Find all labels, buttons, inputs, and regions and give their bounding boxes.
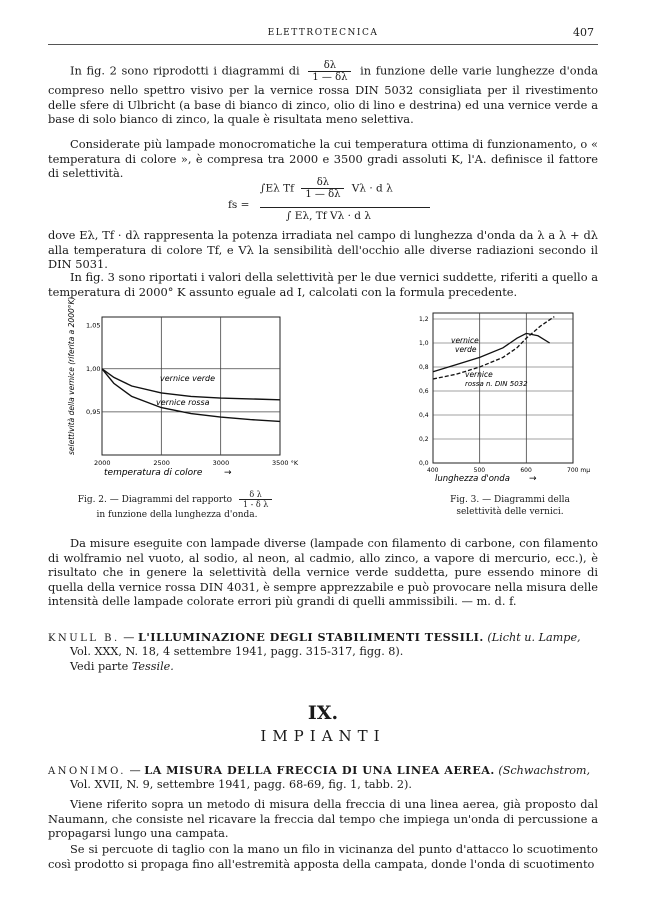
fig2-axes	[102, 317, 280, 455]
fig2-x-tick: 2000	[94, 459, 111, 467]
selectivity-formula	[228, 177, 468, 225]
section-number: IX.	[307, 702, 339, 724]
fig3-label-red-b: rossa n. DIN 5032	[465, 380, 528, 388]
fig3-xlabel: lunghezza d'onda	[435, 474, 510, 484]
ref1-title: L'ILLUMINAZIONE DEGLI STABILIMENTI TESSILI.	[137, 630, 484, 644]
fig2-caption-b: in funzione della lunghezza d'onda.	[96, 510, 258, 520]
ref1-see-target: Tessile.	[131, 660, 174, 673]
fig3-label-red-a: vernice	[465, 370, 493, 379]
paragraph-6: Viene riferito sopra un metodo di misura della freccia di una linea aerea, già proposto dal Naumann, che consiste nel ricavare la freccia dal tempo che impiega un'onda di percussione a propagarsi lungo una campata.	[48, 797, 598, 841]
fig2-xlabel: temperatura di colore	[104, 468, 203, 478]
formula-bar	[260, 207, 430, 208]
fig2-caption	[52, 490, 302, 521]
paragraph-1-start: In fig. 2 sono riprodotti i diagrammi di	[70, 63, 300, 78]
paragraph-1-rest: in funzione delle varie lunghezze d'onda compreso nello spettro visivo per la vernice rossa DIN 5032 consigliata per il rivestimento delle sfere di Ulbricht (a base di bianco di zinco, olio di lino e destrina) ed una vernice verde a base di solo bianco di zinco, la quale è risultata meno selettiva.	[48, 63, 599, 127]
formula-numerator	[260, 177, 460, 200]
running-header: ELETTROTECNICA	[267, 28, 379, 38]
fig3-series-red	[433, 317, 554, 379]
paragraph-3: dove Eλ, Tf · dλ rappresenta la potenza irradiata nel campo di lunghezza d'onda da λ a λ + dλ alla temperatura di colore Tf, e Vλ la sensibilità dell'occhio alle diverse radiazioni secondo il DIN 5031.	[48, 228, 598, 272]
formula-lhs: fs =	[228, 199, 250, 211]
ref2-title: LA MISURA DELLA FRECCIA DI UNA LINEA AEREA.	[144, 763, 495, 777]
fig3-label-green-b: verde	[455, 345, 477, 354]
fig3-x-tick: 600	[520, 467, 532, 474]
fig2-y-tick: 1,00	[86, 364, 101, 373]
ref1-see-text: Vedi parte	[70, 660, 129, 673]
ref1-source: (Licht u. Lampe,	[487, 631, 581, 644]
fig3-y-tick: 0,4	[419, 412, 429, 419]
formula-denominator: ∫ Eλ, Tf Vλ · d λ	[286, 210, 371, 222]
fig3-y-tick: 0,8	[419, 364, 429, 371]
formula-inner-num: δλ	[301, 177, 344, 189]
fig2-label-green: vernice verde	[160, 374, 216, 383]
fig2-chart	[52, 296, 299, 485]
section-title: IMPIANTI	[260, 727, 386, 745]
fig3-xlabel-arrow: →	[529, 474, 537, 484]
ref2-author: ANONIMO.	[48, 766, 126, 777]
fig3-x-tick: 700 mμ	[567, 467, 591, 474]
fig2-y-tick: 0,95	[86, 407, 101, 416]
formula-inner-den: 1 — δλ	[305, 189, 341, 200]
fig3-y-tick: 1,2	[419, 316, 429, 323]
fig3-caption: Fig. 3. — Diagrammi della selettività delle vernici.	[450, 495, 570, 517]
fig3-x-tick: 500	[473, 467, 486, 474]
ref1-details: Vol. XXX, N. 18, 4 settembre 1941, pagg. 315-317, figg. 8).	[70, 645, 404, 658]
inline-fraction-num: δλ	[308, 60, 351, 72]
fig3-y-tick: 0,6	[419, 388, 429, 395]
fig3-y-tick: 1,0	[419, 340, 429, 347]
fig2-caption-frac-den: 1 - δ λ	[242, 500, 269, 509]
paragraph-5: Da misure eseguite con lampade diverse (lampade con filamento di carbone, con filamento di wolframio nel vuoto, al sodio, al neon, al cadmio, allo zinco, a vapore di mercurio, ecc.), è risultato che in genere la selettività della vernice verde suddetta, pure essendo minore di quella della vernice rossa DIN 4031, è sempre apprezzabile e può provocare nella misura delle intensità delle lampade colorate errori più grandi di quelli ammissibili. — m. d. f.	[48, 536, 598, 609]
formula-top-left: ∫Eλ Tf	[260, 182, 295, 195]
ref1-see	[70, 660, 174, 675]
formula-top-right: Vλ · d λ	[351, 182, 393, 195]
fig2-ylabel: selettività della vernice (riferita a 2000°K)	[67, 296, 76, 455]
fig2-frame	[102, 317, 280, 455]
inline-fraction-den: 1 — δλ	[312, 72, 348, 83]
reference-anonimo: ANONIMO. — LA MISURA DELLA FRECCIA DI UNA LINEA AEREA. (Schwachstrom,	[48, 763, 591, 777]
fig3-label-green-a: vernice	[451, 336, 479, 345]
page-number: 407	[573, 26, 594, 39]
fig2-ticks	[86, 322, 299, 467]
paragraph-1	[48, 60, 598, 127]
fig3-ticks	[419, 316, 590, 474]
ref2-source: (Schwachstrom,	[498, 764, 591, 777]
fig2-x-tick: 3000	[212, 459, 230, 467]
ref2-details: Vol. XVII, N. 9, settembre 1941, pagg. 68-69, fig. 1, tabb. 2).	[70, 778, 412, 791]
paragraph-7: Se si percuote di taglio con la mano un filo in vicinanza del punto d'attacco lo scuotimento così prodotto si propaga fino all'estremità apposta della campata, donde l'onda di scuotimento	[48, 842, 598, 871]
ref1-author: KNULL B.	[48, 633, 120, 644]
fig2-xlabel-arrow: →	[224, 468, 232, 478]
fig2-caption-frac	[239, 490, 272, 509]
fig2-label-red: vernice rossa	[156, 398, 210, 407]
formula-inner-fraction	[301, 177, 344, 200]
inline-fraction	[308, 60, 351, 83]
fig3-series	[433, 317, 554, 379]
fig2-caption-a: Fig. 2. — Diagrammi del rapporto	[77, 495, 233, 505]
fig2-x-tick: 2500	[153, 459, 170, 467]
fig2-y-tick: 1,05	[86, 321, 101, 330]
fig3-y-tick: 0,2	[419, 436, 429, 443]
fig2-x-tick: 3500 °K	[272, 459, 299, 467]
reference-knull: KNULL B. — L'ILLUMINAZIONE DEGLI STABILIMENTI TESSILI. (Licht u. Lampe,	[48, 630, 581, 644]
fig3-y-tick: 0,0	[419, 460, 429, 467]
fig2-caption-frac-num: δ λ	[239, 490, 272, 500]
fig3-x-tick: 400	[427, 467, 439, 474]
paragraph-4: In fig. 3 sono riportati i valori della selettività per le due vernici suddette, riferiti a quello a temperatura di 2000° K assunto eguale ad I, calcolati con la formula precedente.	[48, 270, 598, 299]
header-rule	[48, 44, 598, 45]
paragraph-2: Considerate più lampade monocromatiche la cui temperatura ottima di funzionamento, o « temperatura di colore », è compresa tra 2000 e 3500 gradi assoluti K, l'A. definisce il fattore di selettività.	[48, 137, 598, 181]
fig3-chart	[395, 305, 595, 490]
